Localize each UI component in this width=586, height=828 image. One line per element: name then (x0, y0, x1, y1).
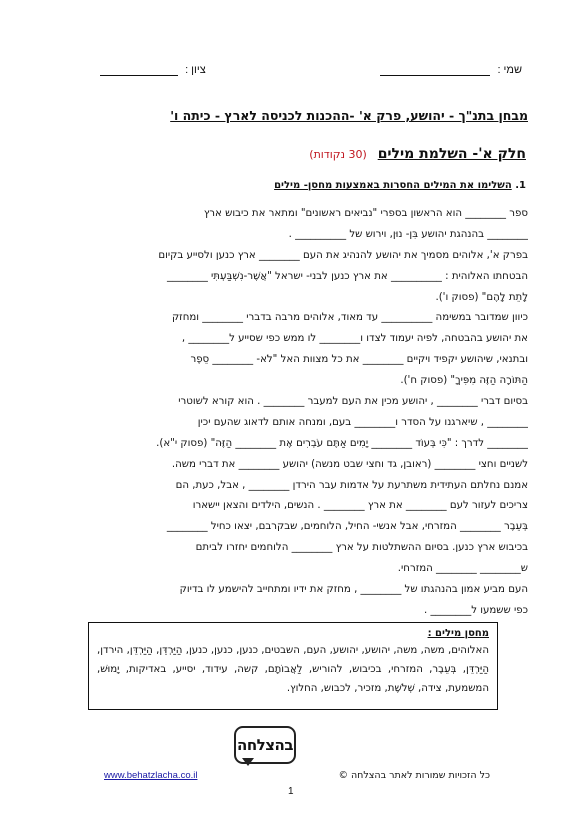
name-label: שמי : (497, 64, 522, 76)
passage-line: אמנם נחלתם העתידית משתרעת על אדמות עבר הירדן ________ , אבל, כעת, הם (175, 479, 528, 491)
passage-line: כפי ששמעו ל________ . (423, 604, 528, 616)
passage-line: לשניים וחצי ________ (ראובן, גד וחצי שבט מנשה) יהושע ________ את דברי משה. (171, 458, 528, 470)
passage-line: ובתנאי, שיהושע יקפיד ויקיים ________ את כל מצוות האל "לֹא- ________ סֵפֶר (190, 354, 528, 366)
passage-line: כיוון שמדובר במשימה __________ עד מאוד, אלוהים מרבה בדברי ________ ומחזק (171, 312, 528, 324)
passage-line: הַתּוֹרָה הַזֶּה מִפִּיךָ" (פסוק ח'). (400, 375, 528, 387)
passage-line: ________ , שיארגנו על הסדר ו________ בעם, ומנחה אותם לדאוג שהעם יכין (197, 416, 528, 428)
word-bank-title: מחסן מילים : (427, 628, 489, 639)
passage-line: ספר ________ הוא הראשון בספרי "נביאים ראשונים" ומתאר את כיבוש ארץ (203, 208, 528, 219)
passage-line: צריכים לעזור לעם ________ את ארץ ________ . הנשים, הילדים והצאן יישארו (192, 500, 528, 512)
question-number: 1. (515, 180, 526, 191)
fill-in-passage (60, 204, 528, 622)
passage-line: את יהושע בהבטחה, לפיה יעמוד לצדו ו________ לו ממש כפי שסייע ל________ , (181, 333, 528, 345)
name-field (380, 64, 522, 76)
question-text: השלימו את המילים החסרות באמצעות מחסן- מילים (274, 180, 512, 191)
name-line (380, 65, 490, 76)
passage-line: בְּעֵבֶר ________ המזרחי, אבל אנשי- החיל, הלוחמים, שבקרבם, יצאו כחיל ________ (166, 521, 528, 533)
question-1 (274, 180, 526, 191)
part-title-text: חלק א'- השלמת מילים (377, 146, 526, 162)
passage-line: בכיבוש ארץ כנען. בסיום ההשתלטות על ארץ ________ הלוחמים יחזרו לביתם (195, 542, 528, 554)
word-bank-words: האלוהים, משה, משה, יהושע, יהושע, העם, השבטים, כנען, כנען, כנען, הַיַּרְדֵּן, הַיַּרְדֵּן, הירדן, הַיַּרְדֵּן, בְּעֵבֶר, המזרחי, בכיבוש, להוריש, לַאֲבוֹתָם, קשה, עידוד, יסייע, באדיקות, יָמוּשׁ, המשמעת, צידה, שְׁלשֶׁת, מזכיר, לכבוש, החלוץ. (97, 645, 489, 694)
copyright-text: כל הזכויות שמורות לאתר בהצלחה © (338, 770, 490, 781)
logo-speech-tail (242, 758, 254, 766)
passage-line: בפרק א', אלוהים מסמיך את יהושע להנהיג את העם ________ ארץ כנען ולסייע בקיום (158, 249, 528, 261)
passage-line: ש________ ________ המזרחי. (397, 563, 528, 575)
passage-line: ________ לדרך : "כִּי בְּעוֹד ________ יָמִים אַתֶּם עֹבְרִים אֶת ________ הַזֶּה" (פסוק י"א). (156, 437, 528, 449)
behatzlacha-logo (234, 726, 294, 770)
exam-title: מבחן בתנ"ך - יהושע, פרק א' -ההכנות לכניסה לארץ - כיתה ו' (170, 108, 528, 123)
passage-line: ________ בהנהגת יהושע בִּן- נוּן, וירוש של __________ . (288, 228, 528, 240)
logo-text: בהצלחה (234, 726, 296, 764)
word-bank (88, 622, 498, 710)
passage-line: לָתֵת לָהֶם" (פסוק ו'). (435, 291, 528, 303)
passage-line: בסיום דברי ________ , יהושע מכין את העם למעבר ________ . הוא קורא לשוטרי (178, 396, 528, 408)
part-points: (30 נקודות) (309, 148, 367, 161)
part-title (309, 146, 526, 162)
page-number: 1 (288, 786, 294, 797)
grade-label: ציון : (185, 64, 206, 76)
passage-line: הבטחתו האלוהית : __________ את ארץ כנען לבני- ישראל "אֲשֶׁר-נִשְׁבַּעְתִּי ________ (167, 270, 528, 282)
passage-line: העם מביע אמון בהנהגתו של ________ , מחזק את ידיו ומתחייב להישמע לו בדיוק (179, 584, 528, 596)
grade-field (100, 64, 206, 76)
grade-line (100, 65, 178, 76)
student-details (60, 64, 522, 82)
site-link[interactable]: www.behatzlacha.co.il (104, 770, 198, 781)
